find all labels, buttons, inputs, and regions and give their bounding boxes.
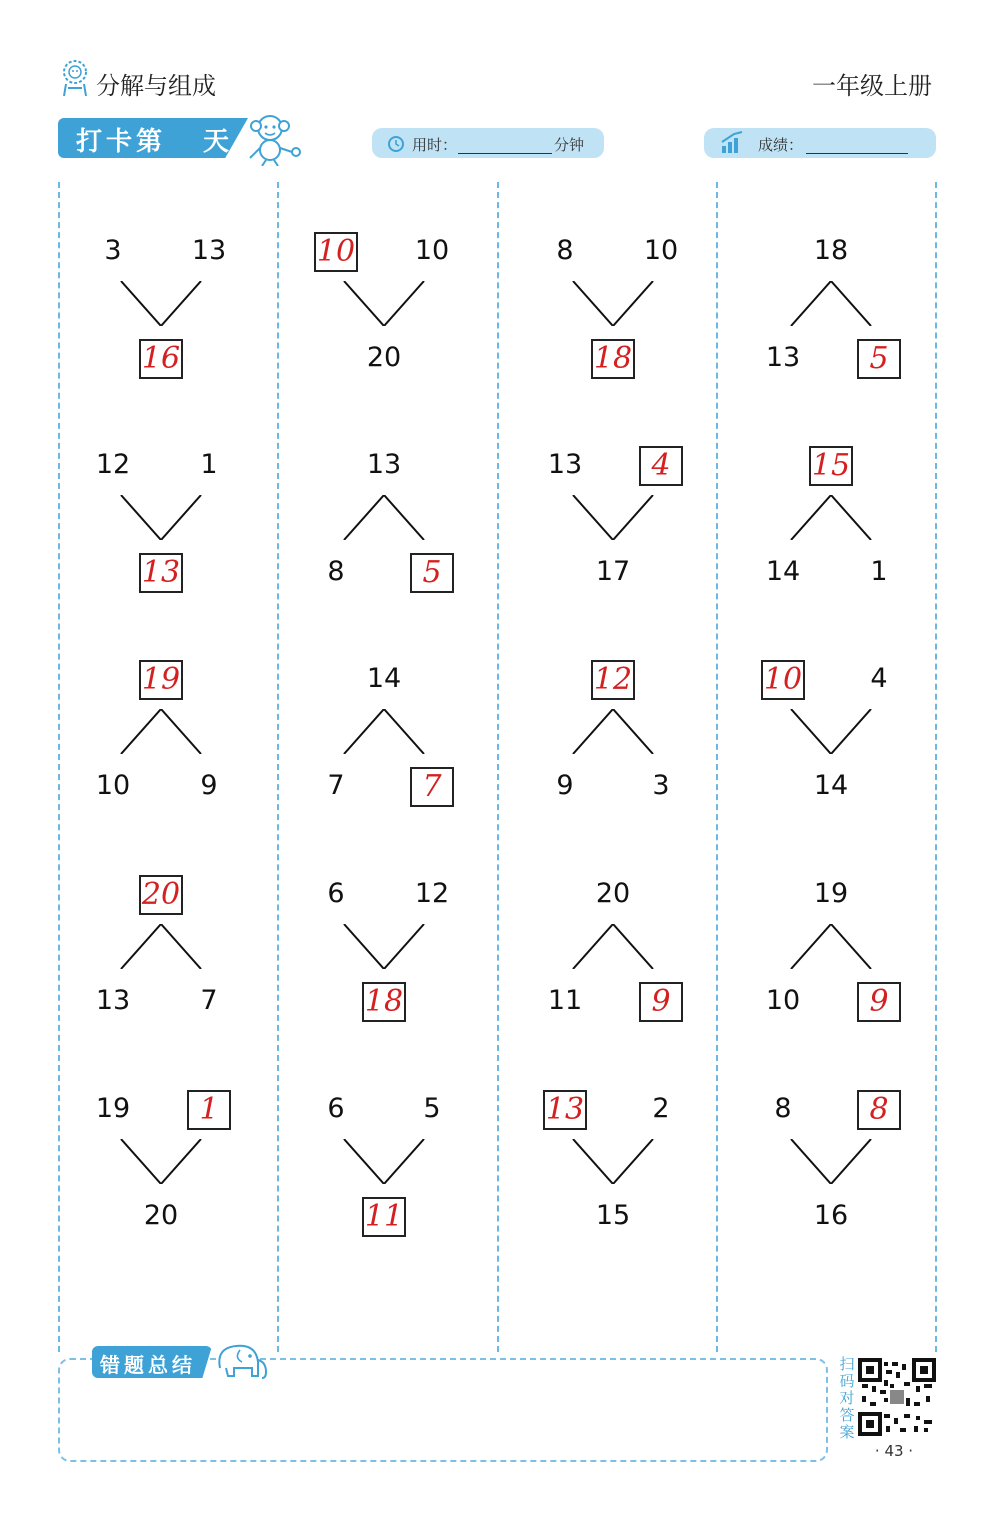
score-blank[interactable] (806, 135, 908, 154)
bond-part-left: 8 (556, 235, 574, 266)
bond-part-left: 13 (765, 342, 801, 373)
bond-whole[interactable]: 18 (591, 339, 635, 379)
bond-part-right: 3 (652, 770, 670, 801)
bond-whole[interactable]: 18 (362, 982, 406, 1022)
bond-part-right[interactable]: 9 (857, 982, 901, 1022)
bond-whole[interactable]: 16 (139, 339, 183, 379)
bond-lines (342, 709, 426, 754)
bond-part-right[interactable]: 1 (187, 1090, 231, 1130)
time-label: 用时： (412, 136, 458, 154)
bond-part-right: 10 (414, 235, 450, 266)
column-divider (277, 182, 279, 1352)
bond-lines (119, 281, 203, 326)
bond-whole: 14 (813, 770, 849, 801)
bond-lines (119, 924, 203, 969)
bond-part-left[interactable]: 10 (761, 660, 805, 700)
chart-growth-icon (720, 130, 746, 154)
bond-part-left: 13 (547, 449, 583, 480)
grade-label: 一年级上册 (812, 72, 932, 100)
bond-lines (789, 1139, 873, 1184)
bond-part-left: 3 (104, 235, 122, 266)
monkey-icon (246, 112, 306, 166)
bond-whole: 16 (813, 1200, 849, 1231)
bond-whole: 17 (595, 556, 631, 587)
checkin-label: 打卡第 (76, 127, 167, 157)
bond-part-left: 19 (95, 1093, 131, 1124)
elephant-icon (212, 1338, 270, 1382)
alarm-clock-icon (386, 133, 406, 153)
bond-part-right[interactable]: 8 (857, 1090, 901, 1130)
bond-whole[interactable]: 15 (809, 446, 853, 486)
bond-part-right[interactable]: 7 (410, 767, 454, 807)
bond-part-left: 8 (327, 556, 345, 587)
bond-part-right[interactable]: 5 (857, 339, 901, 379)
column-divider (716, 182, 718, 1352)
bond-lines (571, 495, 655, 540)
page-title: 分解与组成 (96, 72, 216, 100)
time-unit: 分钟 (554, 136, 585, 154)
bond-lines (119, 495, 203, 540)
bond-part-left[interactable]: 10 (314, 232, 358, 272)
bond-lines (342, 281, 426, 326)
bond-part-right: 5 (423, 1093, 441, 1124)
bond-lines (571, 281, 655, 326)
bond-part-right[interactable]: 5 (410, 553, 454, 593)
bond-whole: 15 (595, 1200, 631, 1231)
checkin-day-label: 天 (203, 127, 230, 157)
bond-part-right: 2 (652, 1093, 670, 1124)
bond-part-left[interactable]: 13 (543, 1090, 587, 1130)
bond-lines (342, 495, 426, 540)
bond-part-right: 1 (870, 556, 888, 587)
bond-part-left: 6 (327, 1093, 345, 1124)
bond-part-right: 9 (200, 770, 218, 801)
bond-lines (342, 924, 426, 969)
bond-part-right: 12 (414, 878, 450, 909)
bond-lines (789, 924, 873, 969)
bond-part-left: 10 (765, 985, 801, 1016)
bond-part-right[interactable]: 9 (639, 982, 683, 1022)
bond-lines (119, 709, 203, 754)
bond-whole[interactable]: 19 (139, 660, 183, 700)
bond-lines (789, 709, 873, 754)
time-blank[interactable] (458, 135, 552, 154)
bond-whole[interactable]: 13 (139, 553, 183, 593)
summary-label: 错题总结 (100, 1353, 196, 1377)
bond-part-right: 10 (643, 235, 679, 266)
bond-lines (119, 1139, 203, 1184)
bond-part-right: 4 (870, 663, 888, 694)
column-divider (497, 182, 499, 1352)
bond-lines (571, 709, 655, 754)
lion-icon (58, 58, 92, 98)
bond-part-right[interactable]: 4 (639, 446, 683, 486)
bond-part-left: 8 (774, 1093, 792, 1124)
bond-lines (571, 924, 655, 969)
score-label: 成绩： (758, 136, 804, 154)
bond-whole: 20 (143, 1200, 179, 1231)
bond-whole: 19 (813, 878, 849, 909)
bond-whole[interactable]: 20 (139, 875, 183, 915)
bond-part-left: 14 (765, 556, 801, 587)
bond-part-left: 7 (327, 770, 345, 801)
bond-whole: 14 (366, 663, 402, 694)
bond-whole[interactable]: 11 (362, 1197, 406, 1237)
bond-part-left: 10 (95, 770, 131, 801)
bond-part-right: 13 (191, 235, 227, 266)
bond-whole: 13 (366, 449, 402, 480)
bond-whole[interactable]: 12 (591, 660, 635, 700)
bond-whole: 18 (813, 235, 849, 266)
bond-lines (789, 495, 873, 540)
bond-part-left: 12 (95, 449, 131, 480)
column-divider (58, 182, 60, 1352)
bond-lines (571, 1139, 655, 1184)
qr-code[interactable] (858, 1358, 936, 1436)
bond-part-left: 9 (556, 770, 574, 801)
column-divider (935, 182, 937, 1352)
bond-lines (342, 1139, 426, 1184)
bond-lines (789, 281, 873, 326)
bond-whole: 20 (366, 342, 402, 373)
bond-part-right: 1 (200, 449, 218, 480)
bond-whole: 20 (595, 878, 631, 909)
bond-part-right: 7 (200, 985, 218, 1016)
bond-part-left: 13 (95, 985, 131, 1016)
bond-part-left: 6 (327, 878, 345, 909)
page-number: · 43 · (874, 1442, 914, 1460)
bond-part-left: 11 (547, 985, 583, 1016)
qr-label: 扫码对答案 (839, 1355, 855, 1441)
